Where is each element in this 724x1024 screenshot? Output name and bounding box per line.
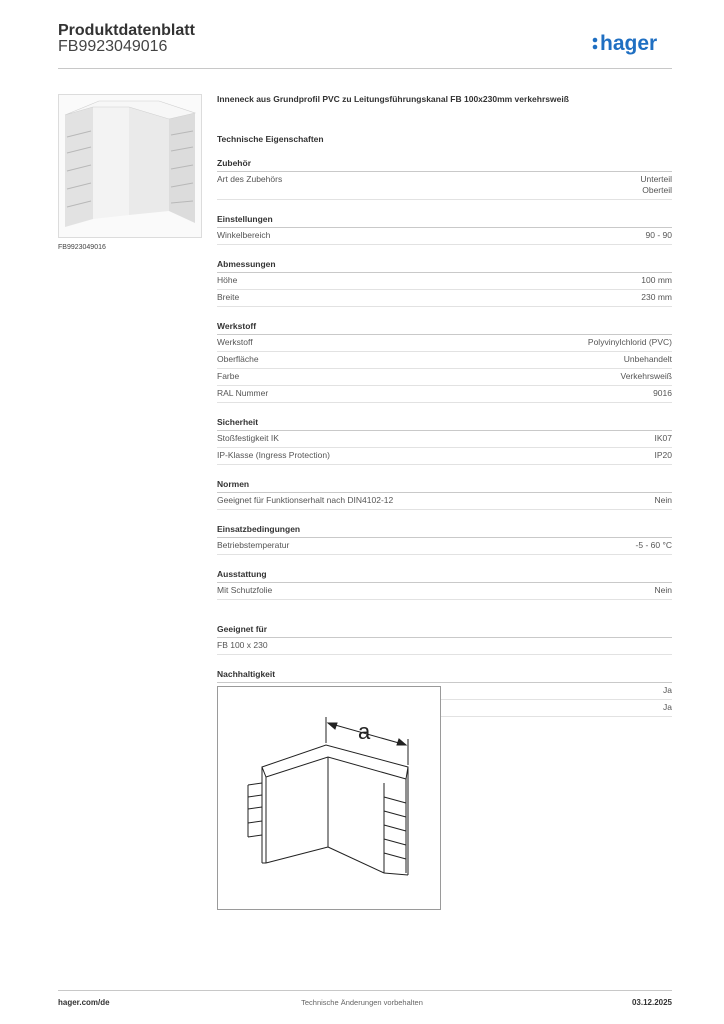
spec-label: FB 100 x 230	[217, 640, 268, 650]
section-title: Zubehör	[217, 158, 672, 172]
section-title: Geeignet für	[217, 624, 672, 638]
spec-label: Mit Schutzfolie	[217, 585, 273, 595]
footer-divider	[58, 990, 672, 991]
spec-value: 100 mm	[641, 275, 672, 285]
spec-label: Werkstoff	[217, 337, 253, 347]
spec-row	[217, 228, 672, 245]
section-title: Werkstoff	[217, 321, 672, 335]
technical-drawing	[217, 686, 441, 910]
section-title: Normen	[217, 479, 672, 493]
header-divider	[58, 68, 672, 69]
spec-label: Stoßfestigkeit IK	[217, 433, 279, 443]
spec-row	[217, 538, 672, 555]
spec-value: Nein	[654, 495, 672, 505]
spec-label: Farbe	[217, 371, 240, 381]
tech-heading: Technische Eigenschaften	[217, 134, 324, 144]
logo-text: hager	[600, 32, 658, 55]
section-title: Abmessungen	[217, 259, 672, 273]
product-photo-image	[59, 95, 201, 237]
spec-label: Oberfläche	[217, 354, 259, 364]
spec-row	[217, 638, 672, 655]
spec-value-line: Unterteil	[640, 174, 672, 184]
section-zubehoer	[217, 158, 672, 200]
spec-value	[640, 174, 672, 196]
section-werkstoff	[217, 321, 672, 403]
spec-label: IP-Klasse (Ingress Protection)	[217, 450, 330, 460]
footer-date: 03.12.2025	[631, 998, 672, 1007]
spec-label: Winkelbereich	[217, 230, 271, 240]
spec-label: Art des Zubehörs	[217, 174, 283, 184]
spec-row	[217, 335, 672, 352]
spec-value: Ja	[663, 702, 672, 712]
technical-specs	[217, 94, 672, 747]
spec-row	[217, 583, 672, 600]
product-title: Inneneck aus Grundprofil PVC zu Leitungsführungskanal FB 100x230mm verkehrsweiß	[217, 94, 569, 104]
section-normen	[217, 479, 672, 510]
spec-row	[217, 386, 672, 403]
spec-row	[217, 172, 672, 200]
spec-value: Polyvinylchlorid (PVC)	[587, 337, 672, 347]
spec-row	[217, 290, 672, 307]
spec-value: 90 - 90	[645, 230, 672, 240]
spec-value-line: Oberteil	[642, 185, 672, 195]
section-einstellungen	[217, 214, 672, 245]
spec-value: 9016	[653, 388, 672, 398]
spec-value: IK07	[654, 433, 672, 443]
section-title: Nachhaltigkeit	[217, 669, 672, 683]
spec-row	[217, 448, 672, 465]
section-title: Sicherheit	[217, 417, 672, 431]
spec-label: RAL Nummer	[217, 388, 269, 398]
spec-value: Nein	[654, 585, 672, 595]
section-sicherheit	[217, 417, 672, 465]
spec-label: Höhe	[217, 275, 238, 285]
photo-caption: FB9923049016	[58, 244, 106, 251]
spec-value: Unbehandelt	[623, 354, 672, 364]
section-abmessungen	[217, 259, 672, 307]
spec-row	[217, 431, 672, 448]
section-title: Einstellungen	[217, 214, 672, 228]
dimension-label-a: a	[358, 719, 371, 744]
spec-label: Geeignet für Funktionserhalt nach DIN4102-12	[217, 495, 394, 505]
spec-value: 230 mm	[641, 292, 672, 302]
spec-value: Ja	[663, 685, 672, 695]
spec-row	[217, 352, 672, 369]
spec-value: -5 - 60 °C	[635, 540, 672, 550]
footer-website: hager.com/de	[58, 998, 110, 1007]
spec-value: Verkehrsweiß	[620, 371, 672, 381]
spec-row	[217, 273, 672, 290]
section-title: Ausstattung	[217, 569, 672, 583]
product-number: FB9923049016	[58, 38, 168, 55]
spec-label: Betriebstemperatur	[217, 540, 290, 550]
spec-label: Breite	[217, 292, 240, 302]
spec-row	[217, 493, 672, 510]
spec-row	[217, 369, 672, 386]
section-geeignet-fuer	[217, 624, 672, 655]
hager-logo	[592, 28, 672, 56]
section-ausstattung	[217, 569, 672, 600]
footer-notice: Technische Änderungen vorbehalten	[301, 998, 423, 1007]
technical-drawing-image	[218, 687, 440, 909]
product-photo	[58, 94, 202, 238]
page-title: Produktdatenblatt	[58, 22, 195, 39]
section-einsatzbedingungen	[217, 524, 672, 555]
spec-value: IP20	[654, 450, 672, 460]
section-title: Einsatzbedingungen	[217, 524, 672, 538]
